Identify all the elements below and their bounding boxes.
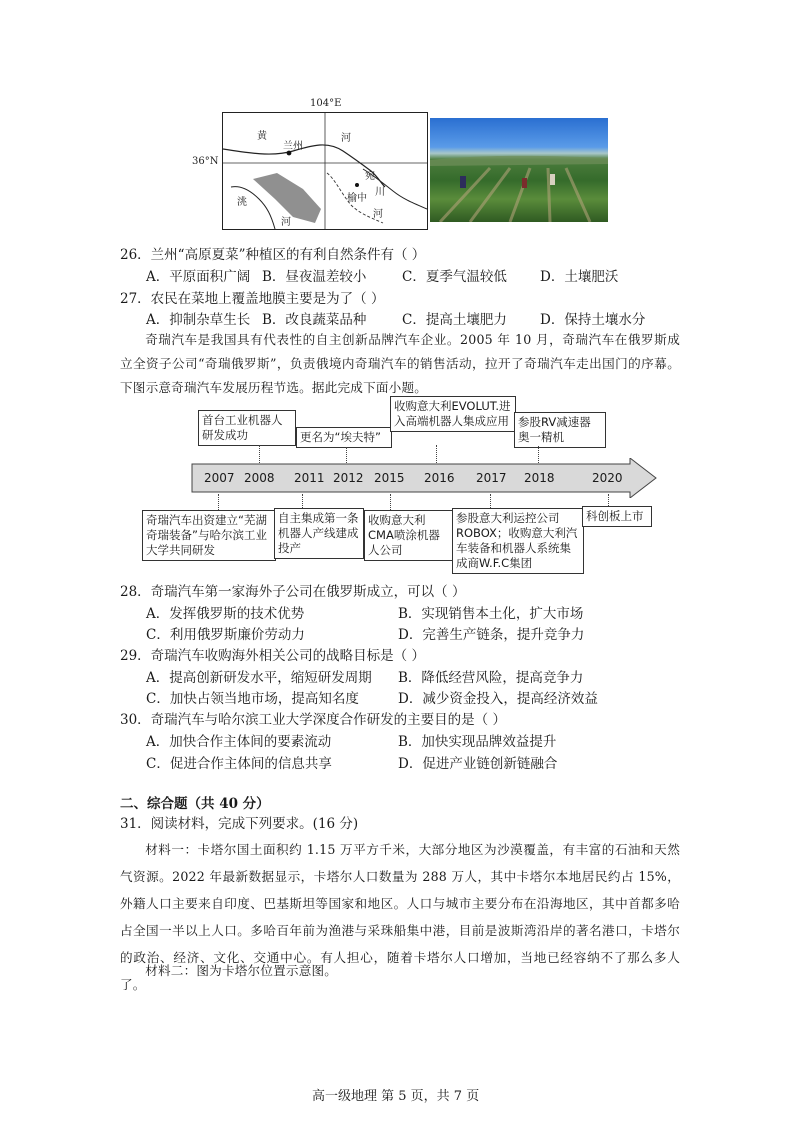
map-figure <box>222 112 428 230</box>
year-2011: 2011 <box>294 471 325 485</box>
q29-option-c: C．加快占领当地市场，提高知名度 <box>146 691 359 707</box>
map-label-wan: 宛 <box>365 171 375 182</box>
material2 <box>120 958 680 983</box>
q30-option-b: B．加快实现品牌效益提升 <box>398 734 557 750</box>
material2-text: 材料二：图为卡塔尔位置示意图。 <box>145 963 338 978</box>
tick-2016 <box>436 445 437 463</box>
intro-passage <box>120 328 680 400</box>
q27-option-c: C．提高土壤肥力 <box>402 312 507 328</box>
q30-option-d: D．促进产业链创新链融合 <box>398 756 558 772</box>
year-2020: 2020 <box>592 471 623 485</box>
event-2011-first-line: 自主集成第一条机器人产线建成投产 <box>274 508 364 559</box>
intro-passage-text: 奇瑞汽车是我国具有代表性的自主创新品牌汽车企业。2005 年 10 月，奇瑞汽车在俄罗斯成立全资子公司“奇瑞俄罗斯”，负责俄境内奇瑞汽车的销售活动，拉开了奇瑞汽车走出国门的序幕。下图示意奇瑞汽车发展历程节选。据此完成下面小题。 <box>120 332 680 395</box>
map-label-yuzhong: 榆中 <box>347 193 367 204</box>
year-2015: 2015 <box>374 471 405 485</box>
year-2017: 2017 <box>476 471 507 485</box>
q30-option-c: C．促进合作主体间的信息共享 <box>146 756 332 772</box>
q26-option-a: A．平原面积广阔 <box>146 269 251 285</box>
q29-stem: 29．奇瑞汽车收购海外相关公司的战略目标是（ ） <box>120 648 425 664</box>
event-2008-first-robot: 首台工业机器人研发成功 <box>198 410 296 446</box>
q26-option-b: B．昼夜温差较小 <box>262 269 367 285</box>
tick-2018 <box>538 446 539 463</box>
map-label-huang: 黄 <box>257 131 267 142</box>
q29-option-a: A．提高创新研发水平，缩短研发周期 <box>146 670 372 686</box>
section2-heading: 二、综合题（共 40 分） <box>120 796 270 812</box>
q28-option-d: D．完善生产链条，提升竞争力 <box>398 627 585 643</box>
q27-option-d: D．保持土壤水分 <box>540 312 646 328</box>
page-footer: 高一级地理 第 5 页，共 7 页 <box>312 1089 480 1104</box>
q27-option-a: A．抑制杂草生长 <box>146 312 251 328</box>
map-label-he3: 河 <box>373 209 383 220</box>
q27-stem: 27．农民在菜地上覆盖地膜主要是为了（ ） <box>120 291 385 307</box>
tick-2020 <box>608 494 609 506</box>
event-2018-rv-reducer: 参股RV减速器奥一精机 <box>514 412 606 448</box>
event-2007-wuhu-chery: 奇瑞汽车出资建立“芜湖奇瑞装备”与哈尔滨工业大学共同研发 <box>142 510 276 561</box>
map-label-lanzhou: 兰州 <box>283 141 303 152</box>
map-label-chuan: 川 <box>375 187 385 198</box>
tick-2008 <box>259 445 260 463</box>
q28-option-b: B．实现销售本土化，扩大市场 <box>398 606 584 622</box>
map-label-he2: 河 <box>281 217 291 228</box>
map-label-he1: 河 <box>341 133 351 144</box>
q28-option-c: C．利用俄罗斯廉价劳动力 <box>146 627 305 643</box>
q29-option-d: D．减少资金投入，提高经济效益 <box>398 691 598 707</box>
q31-stem: 31．阅读材料，完成下列要求。(16 分) <box>120 816 359 832</box>
event-2017-robox: 参股意大利运控公司ROBOX；收购意大利汽车装备和机器人系统集成商W.F.C集团 <box>452 508 584 574</box>
year-2007: 2007 <box>204 471 235 485</box>
q26-stem: 26．兰州“高原夏菜”种植区的有利自然条件有（ ） <box>120 247 426 263</box>
yuzhong-dot <box>355 183 359 187</box>
event-2016-evolut: 收购意大利EVOLUT.进入高端机器人集成应用 <box>390 396 516 432</box>
field-photo <box>430 118 608 222</box>
q27-option-b: B．改良蔬菜品种 <box>262 312 367 328</box>
meridian-label: 104°E <box>310 98 342 109</box>
q29-option-b: B．降低经营风险，提高竞争力 <box>398 670 584 686</box>
yellow-river <box>223 145 385 187</box>
event-2012-rename: 更名为“埃夫特” <box>296 427 392 448</box>
tick-2017 <box>490 494 491 508</box>
map-label-tao: 洮 <box>237 197 247 208</box>
tick-2012 <box>346 447 347 463</box>
map-svg <box>223 113 427 229</box>
year-2016: 2016 <box>424 471 455 485</box>
year-2012: 2012 <box>333 471 364 485</box>
material1-text: 材料一：卡塔尔国土面积约 1.15 万平方千米，大部分地区为沙漠覆盖，有丰富的石油和天然气资源。2022 年最新数据显示，卡塔尔人口数量为 288 万人，其中卡塔尔本地居民约占 15%，外籍人口主要来自印度、巴基斯坦等国家和地区。人口与城市主要分布在沿海地区，其中首都多哈占全国一半以上人口。多哈百年前为渔港与采珠船集中港，目前是波斯湾沿岸的著名港口，卡塔尔的政治、经济、文化、交通中心。有人担心，随着卡塔尔人口增加，当地已经容纳不了那么多人了。 <box>120 842 680 992</box>
year-2018: 2018 <box>524 471 555 485</box>
q28-stem: 28．奇瑞汽车第一家海外子公司在俄罗斯成立，可以（ ） <box>120 584 466 600</box>
q30-stem: 30．奇瑞汽车与哈尔滨工业大学深度合作研发的主要目的是（ ） <box>120 712 506 728</box>
parallel-label: 36°N <box>192 156 219 167</box>
year-2008: 2008 <box>244 471 275 485</box>
event-2015-cma: 收购意大利CMA喷涂机器人公司 <box>364 510 454 561</box>
q26-option-c: C．夏季气温较低 <box>402 269 507 285</box>
q26-option-d: D．土壤肥沃 <box>540 269 619 285</box>
event-2020-star-market: 科创板上市 <box>582 506 652 527</box>
q30-option-a: A．加快合作主体间的要素流动 <box>146 734 332 750</box>
q28-option-a: A．发挥俄罗斯的技术优势 <box>146 606 305 622</box>
